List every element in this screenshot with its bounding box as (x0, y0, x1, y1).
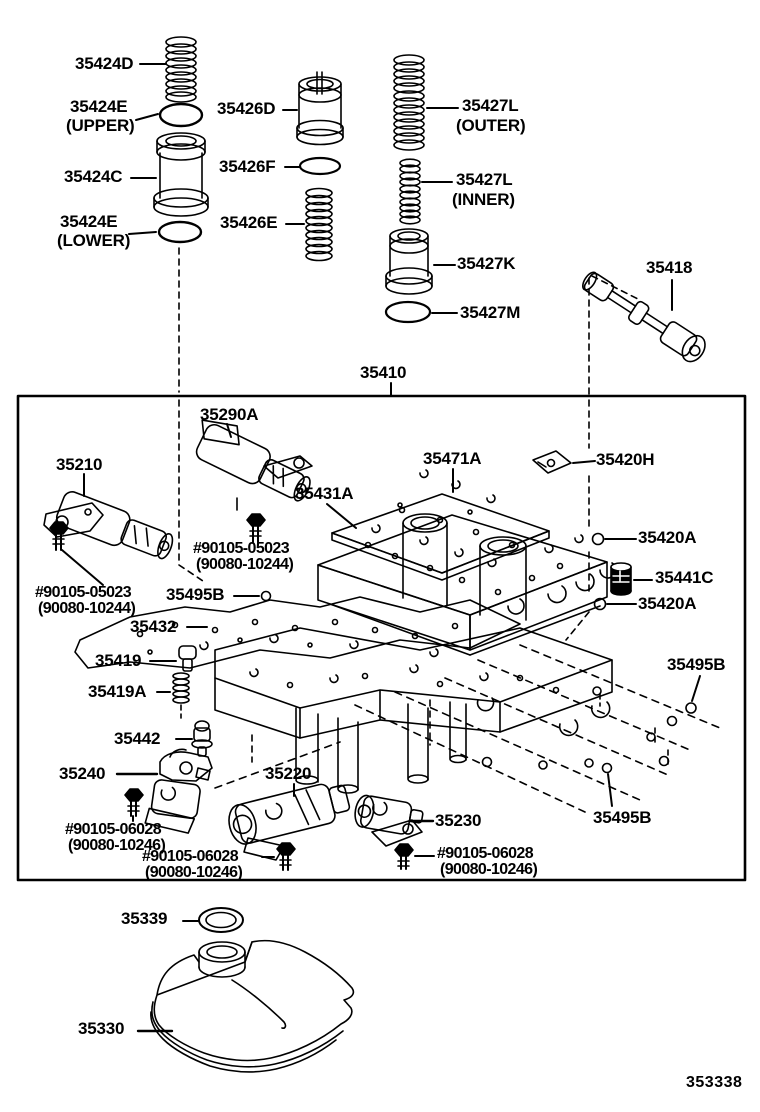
art-balls-35495b (262, 592, 697, 773)
art-ring-35339 (199, 908, 243, 932)
part-label-35424e-upper: 35424E (70, 97, 128, 116)
art-spring-35427l-inner (400, 159, 420, 224)
part-label-35427l-inner-qualifier: (INNER) (452, 190, 515, 209)
figure-number: 353338 (686, 1074, 743, 1091)
part-label-35427l-inner: 35427L (456, 170, 513, 189)
part-label-35424d: 35424D (75, 54, 134, 73)
part-label-35210: 35210 (56, 455, 103, 474)
part-label-35432: 35432 (130, 617, 177, 636)
part-label-35424e-lower-qualifier: (LOWER) (57, 231, 131, 250)
art-bolt-06028-right (395, 844, 413, 869)
bolt-label-90080-10246-right: (90080-10246) (440, 861, 538, 878)
part-label-35426e: 35426E (220, 213, 278, 232)
bolt-label-90105-06028-left: #90105-06028 (65, 821, 162, 838)
art-oring-35424e-lower (159, 222, 201, 242)
art-spring-35426e (306, 189, 332, 261)
art-valve-35442 (192, 721, 212, 756)
bolt-label-90105-06028-right: #90105-06028 (437, 845, 534, 862)
art-bolt-06028-mid (277, 843, 295, 870)
part-label-35495b-bottom: 35495B (593, 808, 652, 827)
bolt-label-90080-10246-left: (90080-10246) (68, 837, 166, 854)
assembly-label-35410: 35410 (360, 363, 407, 382)
part-label-35230: 35230 (435, 811, 482, 830)
bolt-label-90105-05023-left: #90105-05023 (35, 584, 132, 601)
part-label-35424c: 35424C (64, 167, 123, 186)
bolt-label-90080-10244-center: (90080-10244) (196, 556, 294, 573)
part-label-35290a: 35290A (200, 405, 259, 424)
part-label-35339: 35339 (121, 909, 168, 928)
part-label-35240: 35240 (59, 764, 106, 783)
art-plate-35420h (533, 451, 571, 473)
part-label-35427m: 35427M (460, 303, 521, 322)
part-label-35419a: 35419A (88, 682, 147, 701)
bolt-label-90105-05023-center: #90105-05023 (193, 540, 290, 557)
part-label-35220: 35220 (265, 764, 312, 783)
part-label-35471a: 35471A (423, 449, 482, 468)
part-label-35424e-lower: 35424E (60, 212, 118, 231)
part-label-35420a-bottom: 35420A (638, 594, 697, 613)
part-label-35426f: 35426F (219, 157, 276, 176)
part-label-35424e-upper-qualifier: (UPPER) (66, 116, 135, 135)
art-shaft-35418 (578, 267, 710, 366)
bolt-label-90080-10244-left: (90080-10244) (38, 600, 136, 617)
art-ball-35420a-top (593, 534, 604, 545)
art-spring-35427l-outer (394, 55, 424, 150)
art-valve-35441c (611, 563, 631, 595)
part-label-35441c: 35441C (655, 568, 714, 587)
part-label-35330: 35330 (78, 1019, 125, 1038)
part-label-35420h: 35420H (596, 450, 655, 469)
part-label-35442: 35442 (114, 729, 161, 748)
part-label-35418: 35418 (646, 258, 693, 277)
part-label-35495b-left: 35495B (166, 585, 225, 604)
part-label-35495b-right: 35495B (667, 655, 726, 674)
part-label-35427l-outer-qualifier: (OUTER) (456, 116, 526, 135)
art-spring-35424d (166, 37, 196, 102)
art-oring-35426f (300, 158, 340, 174)
part-label-35426d: 35426D (217, 99, 276, 118)
art-oring-35424e-upper (160, 104, 202, 126)
bolt-label-90080-10246-mid: (90080-10246) (145, 864, 243, 881)
bolt-label-90105-06028-mid: #90105-06028 (142, 848, 239, 865)
part-label-35427l-outer: 35427L (462, 96, 519, 115)
art-bolt-05023-center (247, 514, 265, 542)
part-label-35420a-top: 35420A (638, 528, 697, 547)
art-spring-35419a (173, 673, 189, 703)
art-piston-35426d (297, 72, 343, 145)
part-label-35427k: 35427K (457, 254, 516, 273)
art-bolt-06028-left (125, 789, 143, 816)
art-oring-35427m (386, 302, 430, 322)
art-strainer-35330 (151, 941, 354, 1072)
part-label-35419: 35419 (95, 651, 142, 670)
part-label-35431a: 35431A (295, 484, 354, 503)
art-piston-35427k (386, 229, 432, 294)
art-piston-35424c (154, 133, 208, 216)
